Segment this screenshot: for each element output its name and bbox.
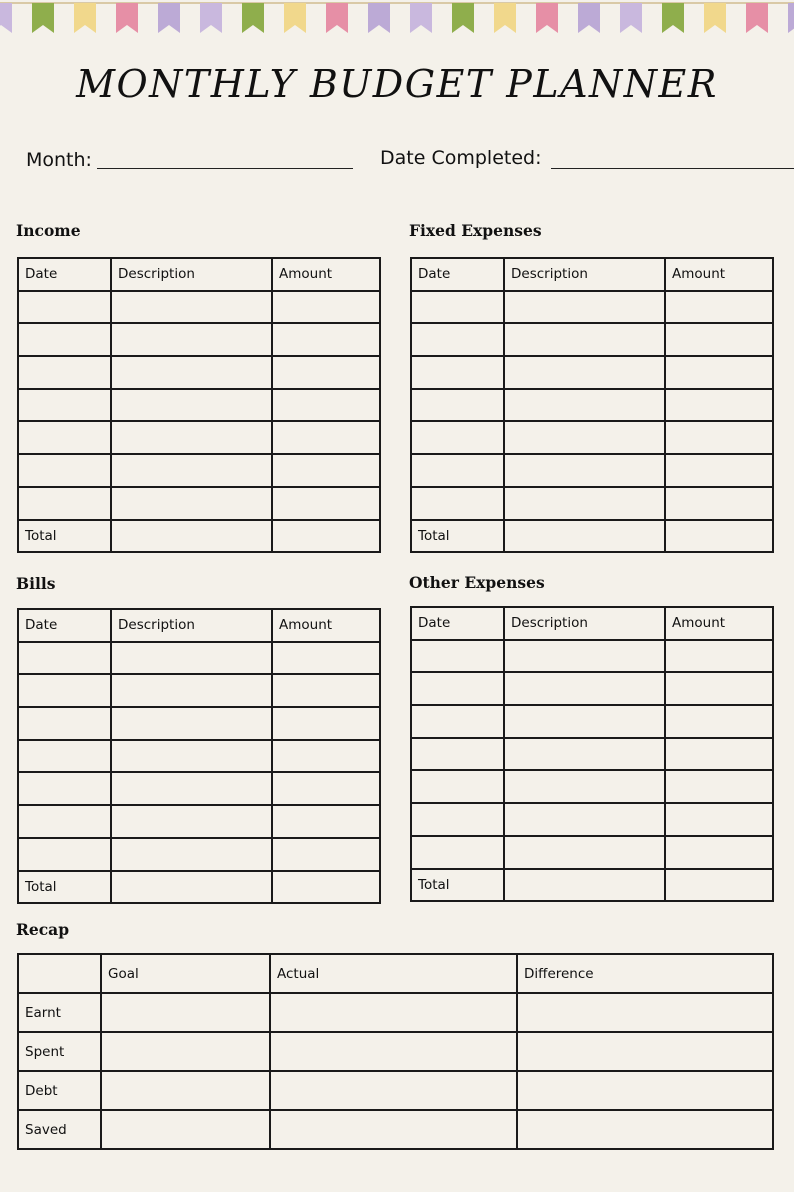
- month-label: Month:: [26, 149, 92, 171]
- bills-entry-cell[interactable]: [18, 707, 111, 740]
- table-row: [411, 738, 773, 771]
- recap-column-header: Goal: [101, 954, 270, 993]
- recap-column-header: [18, 954, 101, 993]
- bunting-flag: [662, 3, 684, 33]
- table-row: [411, 705, 773, 738]
- recap-row: [18, 1032, 773, 1071]
- total-label: Total: [411, 520, 504, 553]
- recap-entry-cell[interactable]: [101, 1032, 270, 1071]
- table-row: [18, 487, 380, 520]
- recap-table: [17, 953, 774, 1150]
- bills-entry-cell[interactable]: [18, 838, 111, 871]
- income-entry-cell[interactable]: [111, 520, 272, 553]
- column-header: Date: [18, 258, 111, 291]
- recap-entry-cell[interactable]: [270, 1032, 517, 1071]
- fixed-expenses-entry-cell[interactable]: [411, 487, 504, 520]
- income-table: [17, 257, 381, 553]
- bunting-flag: [74, 3, 96, 33]
- income-entry-cell[interactable]: [111, 487, 272, 520]
- fixed-expenses-entry-cell[interactable]: [504, 487, 665, 520]
- other-expenses-entry-cell[interactable]: [665, 770, 773, 803]
- recap-row: [18, 1071, 773, 1110]
- table-row: [411, 323, 773, 356]
- table-row: [411, 836, 773, 869]
- table-row: [18, 707, 380, 740]
- bunting-flag: [410, 3, 432, 33]
- recap-entry-cell[interactable]: [270, 1071, 517, 1110]
- income-entry-cell[interactable]: [18, 323, 111, 356]
- recap-column-header: Actual: [270, 954, 517, 993]
- column-header: Description: [111, 609, 272, 642]
- income-entry-cell[interactable]: [111, 323, 272, 356]
- bunting-flag: [284, 3, 306, 33]
- bunting-flag: [746, 3, 768, 33]
- bills-table: [17, 608, 381, 904]
- bills-entry-cell[interactable]: [272, 674, 380, 707]
- other-expenses-entry-cell[interactable]: [665, 705, 773, 738]
- table-row: [411, 454, 773, 487]
- other-expenses-table: [410, 606, 774, 902]
- fixed-expenses-title: Fixed Expenses: [409, 221, 542, 240]
- bills-entry-cell[interactable]: [111, 707, 272, 740]
- recap-entry-cell[interactable]: [517, 993, 773, 1032]
- column-header: Description: [111, 258, 272, 291]
- bunting-flag: [704, 3, 726, 33]
- other-expenses-entry-cell[interactable]: [665, 640, 773, 673]
- table-row: [18, 323, 380, 356]
- column-header: Description: [504, 258, 665, 291]
- total-row: [18, 520, 380, 553]
- income-entry-cell[interactable]: [272, 389, 380, 422]
- income-entry-cell[interactable]: [111, 454, 272, 487]
- fixed-expenses-entry-cell[interactable]: [504, 323, 665, 356]
- income-entry-cell[interactable]: [272, 487, 380, 520]
- recap-row-label: Spent: [18, 1032, 101, 1071]
- income-entry-cell[interactable]: [272, 520, 380, 553]
- bills-entry-cell[interactable]: [111, 805, 272, 838]
- fixed-expenses-entry-cell[interactable]: [504, 356, 665, 389]
- fixed-expenses-entry-cell[interactable]: [411, 291, 504, 324]
- column-header: Amount: [665, 607, 773, 640]
- fixed-expenses-entry-cell[interactable]: [665, 291, 773, 324]
- table-row: [411, 672, 773, 705]
- bills-entry-cell[interactable]: [272, 805, 380, 838]
- table-row: [411, 421, 773, 454]
- other-expenses-title: Other Expenses: [409, 573, 545, 592]
- other-expenses-entry-cell[interactable]: [411, 640, 504, 673]
- recap-title: Recap: [16, 920, 70, 939]
- income-entry-cell[interactable]: [18, 389, 111, 422]
- table-row: [18, 674, 380, 707]
- other-expenses-entry-cell[interactable]: [504, 869, 665, 902]
- recap-entry-cell[interactable]: [517, 1071, 773, 1110]
- income-entry-cell[interactable]: [272, 454, 380, 487]
- fixed-expenses-entry-cell[interactable]: [411, 454, 504, 487]
- bunting-flag: [368, 3, 390, 33]
- recap-row-label: Saved: [18, 1110, 101, 1149]
- total-label: Total: [18, 520, 111, 553]
- other-expenses-entry-cell[interactable]: [665, 803, 773, 836]
- income-entry-cell[interactable]: [18, 356, 111, 389]
- other-expenses-entry-cell[interactable]: [504, 803, 665, 836]
- column-header: Date: [411, 607, 504, 640]
- other-expenses-entry-cell[interactable]: [504, 836, 665, 869]
- recap-row-label: Debt: [18, 1071, 101, 1110]
- bunting-flag: [452, 3, 474, 33]
- bunting-flag: [158, 3, 180, 33]
- other-expenses-entry-cell[interactable]: [665, 672, 773, 705]
- fixed-expenses-table: [410, 257, 774, 553]
- table-row: [18, 740, 380, 773]
- bills-title: Bills: [16, 574, 56, 593]
- fixed-expenses-entry-cell[interactable]: [665, 487, 773, 520]
- month-field[interactable]: [97, 168, 353, 169]
- recap-entry-cell[interactable]: [270, 993, 517, 1032]
- other-expenses-entry-cell[interactable]: [665, 738, 773, 771]
- table-row: [411, 389, 773, 422]
- fixed-expenses-entry-cell[interactable]: [411, 421, 504, 454]
- total-row: [411, 520, 773, 553]
- bunting-flag: [0, 3, 12, 33]
- header-row: [411, 607, 773, 640]
- table-row: [18, 389, 380, 422]
- total-row: [18, 871, 380, 904]
- bills-entry-cell[interactable]: [272, 772, 380, 805]
- income-entry-cell[interactable]: [111, 389, 272, 422]
- other-expenses-entry-cell[interactable]: [504, 705, 665, 738]
- bills-entry-cell[interactable]: [111, 674, 272, 707]
- income-entry-cell[interactable]: [272, 291, 380, 324]
- total-label: Total: [411, 869, 504, 902]
- other-expenses-entry-cell[interactable]: [504, 770, 665, 803]
- recap-row-label: Earnt: [18, 993, 101, 1032]
- bills-entry-cell[interactable]: [272, 642, 380, 675]
- fixed-expenses-entry-cell[interactable]: [411, 356, 504, 389]
- bunting-flag: [242, 3, 264, 33]
- date-completed-field[interactable]: [551, 168, 794, 169]
- fixed-expenses-entry-cell[interactable]: [504, 421, 665, 454]
- bunting-flag: [788, 3, 794, 33]
- fixed-expenses-entry-cell[interactable]: [504, 454, 665, 487]
- bills-entry-cell[interactable]: [272, 740, 380, 773]
- fixed-expenses-entry-cell[interactable]: [665, 520, 773, 553]
- bills-entry-cell[interactable]: [111, 740, 272, 773]
- header-row: [411, 258, 773, 291]
- table-row: [18, 772, 380, 805]
- fixed-expenses-entry-cell[interactable]: [504, 520, 665, 553]
- bills-entry-cell[interactable]: [272, 871, 380, 904]
- header-row: [18, 258, 380, 291]
- other-expenses-entry-cell[interactable]: [411, 672, 504, 705]
- fixed-expenses-entry-cell[interactable]: [665, 389, 773, 422]
- recap-header-row: [18, 954, 773, 993]
- fixed-expenses-entry-cell[interactable]: [411, 389, 504, 422]
- income-entry-cell[interactable]: [18, 454, 111, 487]
- income-entry-cell[interactable]: [272, 323, 380, 356]
- fixed-expenses-entry-cell[interactable]: [665, 356, 773, 389]
- fixed-expenses-entry-cell[interactable]: [504, 291, 665, 324]
- column-header: Date: [18, 609, 111, 642]
- other-expenses-entry-cell[interactable]: [411, 705, 504, 738]
- recap-column-header: Difference: [517, 954, 773, 993]
- income-entry-cell[interactable]: [18, 487, 111, 520]
- bills-entry-cell[interactable]: [18, 740, 111, 773]
- bunting-flag: [578, 3, 600, 33]
- column-header: Date: [411, 258, 504, 291]
- table-row: [18, 356, 380, 389]
- column-header: Amount: [272, 258, 380, 291]
- fixed-expenses-entry-cell[interactable]: [504, 389, 665, 422]
- fixed-expenses-entry-cell[interactable]: [665, 454, 773, 487]
- recap-entry-cell[interactable]: [517, 1032, 773, 1071]
- recap-entry-cell[interactable]: [517, 1110, 773, 1149]
- other-expenses-entry-cell[interactable]: [411, 803, 504, 836]
- total-row: [411, 869, 773, 902]
- bunting-flag: [494, 3, 516, 33]
- header-row: [18, 609, 380, 642]
- column-header: Amount: [665, 258, 773, 291]
- bills-entry-cell[interactable]: [111, 838, 272, 871]
- other-expenses-entry-cell[interactable]: [504, 672, 665, 705]
- page-title: MONTHLY BUDGET PLANNER: [76, 62, 718, 106]
- table-row: [18, 838, 380, 871]
- recap-entry-cell[interactable]: [270, 1110, 517, 1149]
- bunting-flag: [536, 3, 558, 33]
- recap-entry-cell[interactable]: [101, 993, 270, 1032]
- bunting-flag: [620, 3, 642, 33]
- date-completed-label: Date Completed:: [380, 147, 542, 169]
- recap-row: [18, 993, 773, 1032]
- column-header: Amount: [272, 609, 380, 642]
- table-row: [18, 291, 380, 324]
- recap-entry-cell[interactable]: [101, 1110, 270, 1149]
- income-entry-cell[interactable]: [272, 421, 380, 454]
- total-label: Total: [18, 871, 111, 904]
- income-entry-cell[interactable]: [18, 421, 111, 454]
- income-entry-cell[interactable]: [111, 421, 272, 454]
- table-row: [411, 770, 773, 803]
- income-title: Income: [16, 221, 81, 240]
- income-entry-cell[interactable]: [111, 291, 272, 324]
- bunting-flag: [326, 3, 348, 33]
- income-entry-cell[interactable]: [18, 291, 111, 324]
- table-row: [411, 640, 773, 673]
- bills-entry-cell[interactable]: [18, 674, 111, 707]
- fixed-expenses-entry-cell[interactable]: [665, 323, 773, 356]
- other-expenses-entry-cell[interactable]: [665, 836, 773, 869]
- bills-entry-cell[interactable]: [111, 642, 272, 675]
- bills-entry-cell[interactable]: [272, 838, 380, 871]
- fixed-expenses-entry-cell[interactable]: [411, 323, 504, 356]
- table-row: [411, 487, 773, 520]
- bills-entry-cell[interactable]: [18, 642, 111, 675]
- table-row: [18, 454, 380, 487]
- other-expenses-entry-cell[interactable]: [411, 738, 504, 771]
- bills-entry-cell[interactable]: [111, 871, 272, 904]
- column-header: Description: [504, 607, 665, 640]
- other-expenses-entry-cell[interactable]: [504, 738, 665, 771]
- bunting-flag: [32, 3, 54, 33]
- bunting-banner: [0, 0, 794, 42]
- other-expenses-entry-cell[interactable]: [411, 836, 504, 869]
- recap-entry-cell[interactable]: [101, 1071, 270, 1110]
- bills-entry-cell[interactable]: [272, 707, 380, 740]
- table-row: [18, 805, 380, 838]
- income-entry-cell[interactable]: [111, 356, 272, 389]
- table-row: [18, 642, 380, 675]
- bills-entry-cell[interactable]: [18, 772, 111, 805]
- table-row: [411, 803, 773, 836]
- bunting-flag: [200, 3, 222, 33]
- income-entry-cell[interactable]: [272, 356, 380, 389]
- bunting-flag: [116, 3, 138, 33]
- recap-row: [18, 1110, 773, 1149]
- other-expenses-entry-cell[interactable]: [411, 770, 504, 803]
- other-expenses-entry-cell[interactable]: [504, 640, 665, 673]
- fixed-expenses-entry-cell[interactable]: [665, 421, 773, 454]
- table-row: [18, 421, 380, 454]
- bills-entry-cell[interactable]: [18, 805, 111, 838]
- bills-entry-cell[interactable]: [111, 772, 272, 805]
- other-expenses-entry-cell[interactable]: [665, 869, 773, 902]
- table-row: [411, 291, 773, 324]
- table-row: [411, 356, 773, 389]
